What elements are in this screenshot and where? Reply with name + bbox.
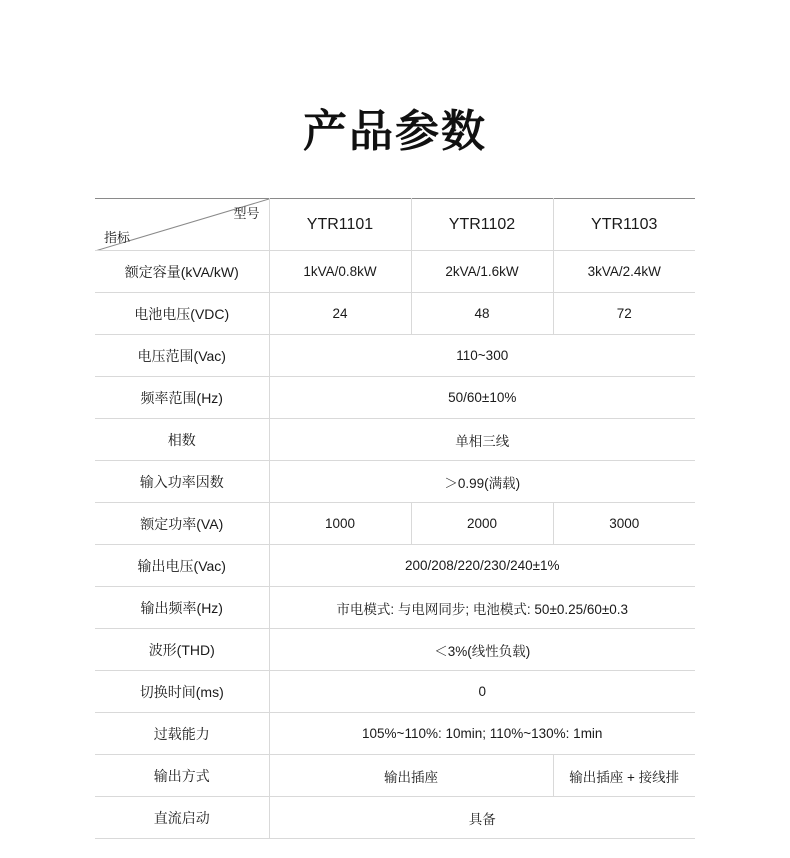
row-value-cell: 市电模式: 与电网同步; 电池模式: 50±0.25/60±0.3: [269, 587, 695, 629]
spec-table: [95, 198, 695, 839]
row-value-cell: 110~300: [269, 335, 695, 377]
table-row: [95, 335, 695, 377]
row-label-cell: 电池电压(VDC): [95, 293, 269, 335]
model-header-cell: YTR1103: [553, 199, 695, 251]
row-label-cell: 输出方式: [95, 755, 269, 797]
spec-table-container: [95, 156, 695, 839]
row-value-cell: 24: [269, 293, 411, 335]
row-label-cell: 输出频率(Hz): [95, 587, 269, 629]
corner-header-cell: [95, 199, 269, 251]
row-label-cell: 切换时间(ms): [95, 671, 269, 713]
table-header-row: [95, 199, 695, 251]
table-row: [95, 503, 695, 545]
table-row: [95, 461, 695, 503]
row-label-cell: 电压范围(Vac): [95, 335, 269, 377]
table-row: [95, 671, 695, 713]
row-value-cell: 1000: [269, 503, 411, 545]
spec-table-body: [95, 199, 695, 839]
row-value-cell: 200/208/220/230/240±1%: [269, 545, 695, 587]
row-label-cell: 直流启动: [95, 797, 269, 839]
row-value-cell: ＜3%(线性负载): [269, 629, 695, 671]
row-label-cell: 频率范围(Hz): [95, 377, 269, 419]
table-row: [95, 377, 695, 419]
table-row: [95, 713, 695, 755]
row-value-cell: 2kVA/1.6kW: [411, 251, 553, 293]
row-value-cell: 3kVA/2.4kW: [553, 251, 695, 293]
row-value-cell: 50/60±10%: [269, 377, 695, 419]
row-value-cell: 单相三线: [269, 419, 695, 461]
table-row: [95, 797, 695, 839]
row-value-cell: ＞0.99(满载): [269, 461, 695, 503]
row-value-cell: 3000: [553, 503, 695, 545]
table-row: [95, 629, 695, 671]
table-row: [95, 545, 695, 587]
diagonal-split: [95, 199, 269, 250]
row-value-cell: 105%~110%: 10min; 110%~130%: 1min: [269, 713, 695, 755]
table-row: [95, 755, 695, 797]
row-label-cell: 额定容量(kVA/kW): [95, 251, 269, 293]
page-title: 产品参数: [303, 107, 487, 156]
corner-model-label: 型号: [233, 206, 260, 222]
row-value-cell: 0: [269, 671, 695, 713]
row-value-cell: 具备: [269, 797, 695, 839]
row-value-cell: 72: [553, 293, 695, 335]
table-row: [95, 293, 695, 335]
row-value-cell: 1kVA/0.8kW: [269, 251, 411, 293]
row-label-cell: 过载能力: [95, 713, 269, 755]
row-label-cell: 相数: [95, 419, 269, 461]
table-row: [95, 587, 695, 629]
row-label-cell: 额定功率(VA): [95, 503, 269, 545]
row-value-cell: 2000: [411, 503, 553, 545]
row-label-cell: 波形(THD): [95, 629, 269, 671]
row-value-cell: 48: [411, 293, 553, 335]
row-label-cell: 输出电压(Vac): [95, 545, 269, 587]
table-row: [95, 251, 695, 293]
model-header-cell: YTR1101: [269, 199, 411, 251]
row-label-cell: 输入功率因数: [95, 461, 269, 503]
row-value-cell: 输出插座: [269, 755, 553, 797]
model-header-cell: YTR1102: [411, 199, 553, 251]
corner-index-label: 指标: [104, 230, 131, 246]
row-value-cell: 输出插座 + 接线排: [553, 755, 695, 797]
table-row: [95, 419, 695, 461]
